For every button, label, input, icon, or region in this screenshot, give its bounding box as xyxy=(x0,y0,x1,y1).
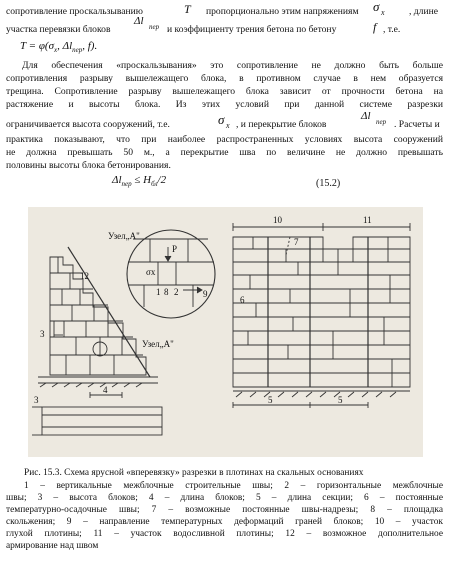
figure-caption-title: Рис. 15.3. Схема ярусной «вперевязку» разрезки в плотинах на скальных основаниях xyxy=(24,468,364,478)
figure-diagram xyxy=(28,207,423,457)
caption-line-6: армирование над швом xyxy=(6,541,99,551)
text-run: участка перевязки блоков xyxy=(6,24,111,35)
formula-1 xyxy=(20,40,97,54)
formula-sub: пер xyxy=(72,46,83,55)
formula-part: /2 xyxy=(157,174,167,186)
dam-face-line xyxy=(68,247,150,377)
label-11: 11 xyxy=(363,215,372,225)
text-run: , т.е. xyxy=(383,24,401,35)
symbol-dl: Δl xyxy=(112,174,122,186)
label-7: 7 xyxy=(294,237,299,247)
formula-sub: x xyxy=(54,46,58,55)
formula-number: (15.2) xyxy=(316,178,341,189)
label-5: 5 xyxy=(268,395,273,405)
symbol-f: f xyxy=(373,20,377,34)
para2-line-8: половины высоты блока бетонирования. xyxy=(6,160,171,171)
node-a-label-2: Узел„А" xyxy=(142,339,174,349)
text-line-2 xyxy=(6,15,443,37)
label-6: 6 xyxy=(240,295,245,305)
formula-part: ≤ H xyxy=(134,174,152,186)
text-run: , и перекрытие блоков xyxy=(236,119,327,130)
force-label: P xyxy=(172,244,178,254)
formula-sub: пер xyxy=(121,180,132,189)
stress-label: σх xyxy=(146,267,156,277)
para2-line-3: трещина. Сопротивление разрыву вышележащего блока зависит от прочности бетона на xyxy=(6,86,443,97)
label-1: 1 xyxy=(156,287,161,297)
formula-sub: бл xyxy=(151,180,158,189)
text-run: ограничивается высота сооружений, т.е. xyxy=(6,119,170,130)
symbol-sigma: σ xyxy=(218,112,225,127)
symbol-sub: x xyxy=(226,121,230,130)
symbol-sub: пер xyxy=(149,23,160,31)
caption-line-1: 1 – вертикальные межблочные строительные швы; 2 – горизонтальные межблочные xyxy=(24,481,443,491)
text-run: пропорционально этим напряжениям xyxy=(206,6,359,17)
para2-line-1: Для обеспечения «проскальзывания» это сопротивление не должно быть больше xyxy=(22,60,443,71)
label-3b: 3 xyxy=(34,395,39,405)
text-run: сопротивление проскальзыванию xyxy=(6,6,143,17)
symbol-T: T xyxy=(184,2,191,16)
formula-part: , Δl xyxy=(57,40,73,52)
text-run: . Расчеты и xyxy=(394,119,440,130)
formula-part: , f). xyxy=(82,40,98,52)
label-5b: 5 xyxy=(338,395,343,405)
formula-2 xyxy=(112,174,166,188)
diagram-svg xyxy=(28,207,423,457)
caption-line-4: скольжения; 9 – направление температурных деформаций граней блоков; 10 – участок xyxy=(6,517,443,527)
label-4: 4 xyxy=(103,385,108,395)
symbol-dl: Δl xyxy=(134,15,144,27)
caption-line-3: температурно-осадочные швы; 7 – возможные постоянные швы-надрезы; 8 – площадка xyxy=(6,505,443,515)
text-line-1 xyxy=(6,0,443,19)
label-9: 9 xyxy=(203,289,208,299)
symbol-dl: Δl xyxy=(361,110,371,122)
formula-part: T = φ(σ xyxy=(20,40,55,52)
node-a-detail-circle xyxy=(127,230,215,318)
symbol-sub: пер xyxy=(376,118,387,126)
elevation-outline xyxy=(233,237,410,387)
label-12: 12 xyxy=(80,271,89,281)
para2-line-5 xyxy=(6,110,443,132)
para2-line-4: растяжение и высоты блока. Из этих условий при данной системе разрезки xyxy=(6,99,443,110)
para2-line-2: сопротивления разрыву вышележащего блока, в противном случае в нем образуется xyxy=(6,73,443,84)
para2-line-7: не должна превышать 50 м., а перекрытие шва по величине не должно превышать xyxy=(6,147,443,158)
para2-line-6: практика показывают, что при наиболее распространенных условиях высота сооружений xyxy=(6,134,443,145)
dam-profile-outline xyxy=(50,257,146,375)
text-run: и коэффициенту трения бетона по бетону xyxy=(167,24,337,35)
node-a-label: Узел„А" xyxy=(108,231,140,241)
text-run: , длине xyxy=(409,6,438,17)
caption-line-5: глухой плотины; 11 – участок водосливной плотины; 12 – возможное дополнительное xyxy=(6,529,443,539)
label-3: 3 xyxy=(40,329,45,339)
caption-line-2: швы; 3 – высота блоков; 4 – длина блоков; 5 – длина секции; 6 – постоянные xyxy=(6,493,443,503)
section-plan xyxy=(42,407,162,435)
symbol-sigma: σ xyxy=(373,0,380,14)
foundation-line xyxy=(38,377,158,383)
label-10: 10 xyxy=(273,215,282,225)
symbol-sub: x xyxy=(381,8,385,17)
label-8: 8 xyxy=(164,287,169,297)
label-2: 2 xyxy=(174,287,179,297)
